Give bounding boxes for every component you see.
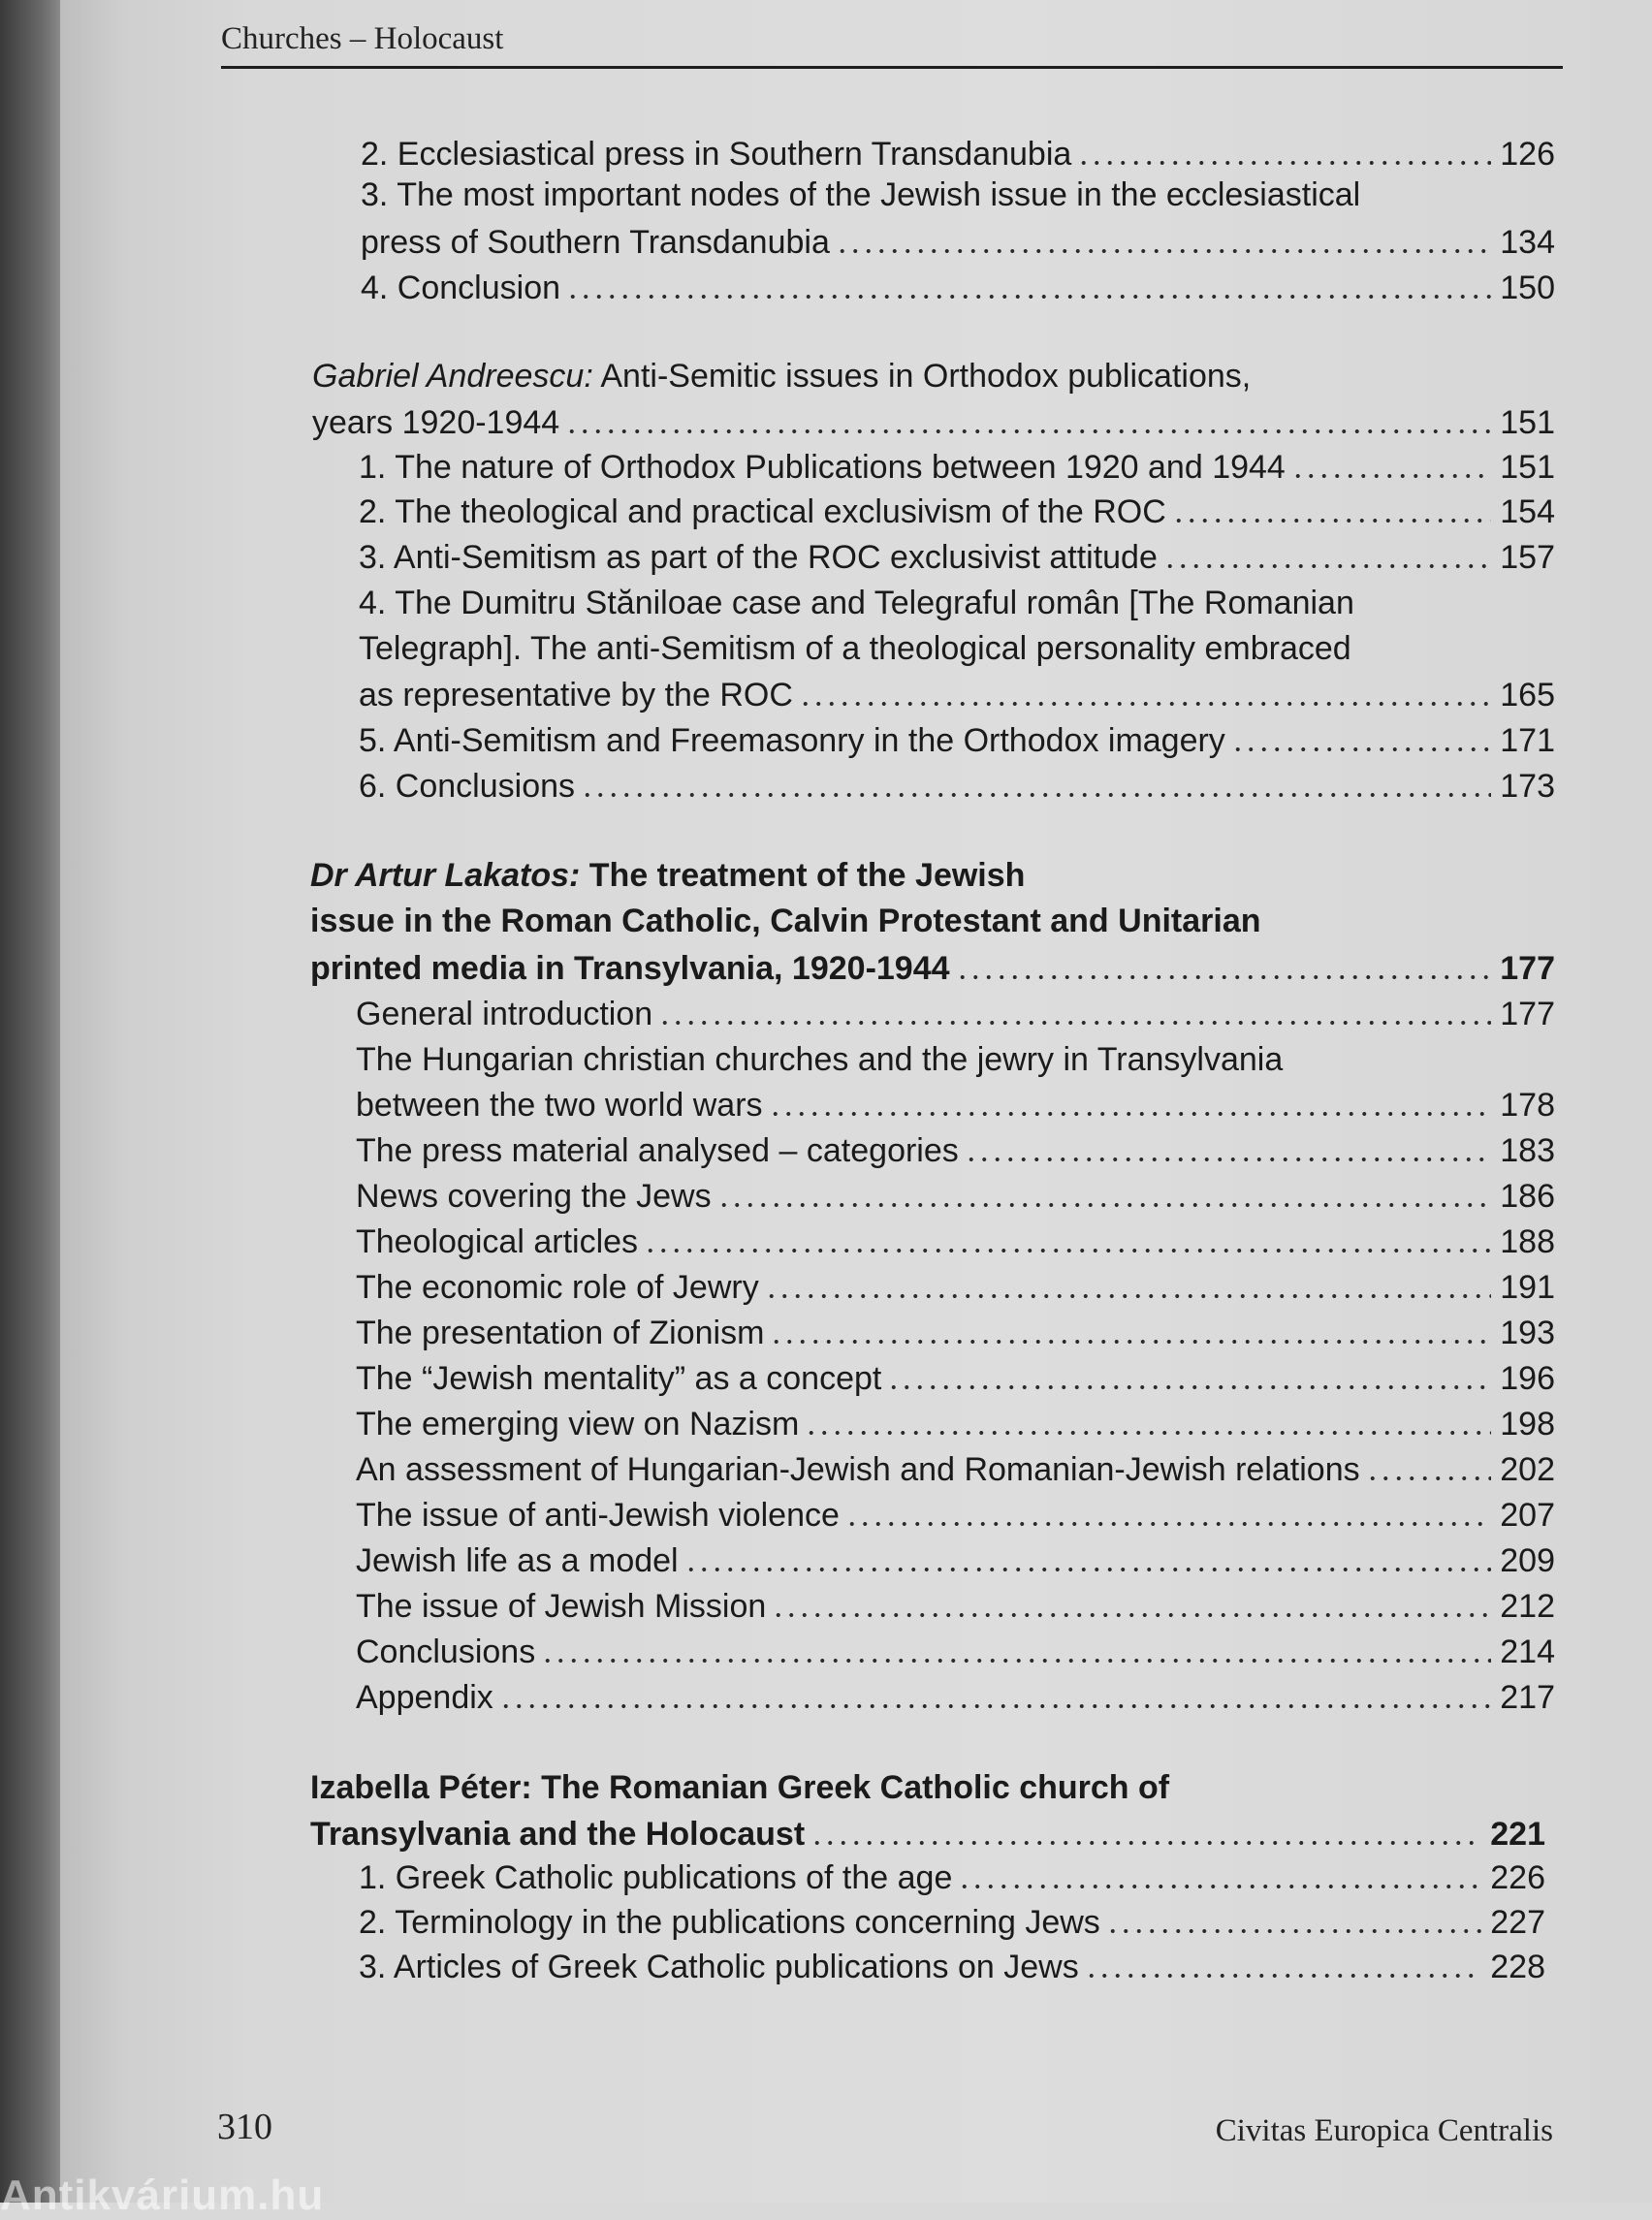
toc-entry-title: as representative by the ROC xyxy=(359,677,793,714)
leader-dots xyxy=(1366,1475,1491,1482)
leader-dots xyxy=(1106,1927,1481,1935)
toc-entry-title: 5. Anti-Semitism and Freemasonry in the Orthodox imagery xyxy=(359,722,1225,759)
chapter-page: 151 xyxy=(1500,404,1555,441)
header-rule xyxy=(221,66,1563,69)
toc-entry-page: 207 xyxy=(1500,1497,1555,1534)
page-number: 310 xyxy=(217,2107,272,2147)
toc-entry-title: Conclusions xyxy=(356,1633,536,1670)
toc-entry-title: Theological articles xyxy=(356,1223,639,1260)
toc-entry-page: 228 xyxy=(1490,1949,1545,1985)
chapter-page: 221 xyxy=(1490,1816,1545,1853)
leader-dots xyxy=(717,1201,1491,1209)
toc-entry-page: 209 xyxy=(1500,1542,1555,1579)
toc-entry-page: 183 xyxy=(1500,1132,1555,1169)
toc-entry-title: The press material analysed – categories xyxy=(356,1132,959,1169)
toc-entry xyxy=(356,1129,1555,1172)
toc-entry xyxy=(359,1856,1545,1899)
toc-entry xyxy=(356,1631,1555,1673)
toc-entry-page: 188 xyxy=(1500,1223,1555,1260)
chapter-heading-line xyxy=(310,854,1025,897)
toc-entry-title: An assessment of Hungarian-Jewish and Romanian-Jewish relations xyxy=(356,1451,1360,1488)
toc-entry xyxy=(356,1084,1555,1126)
toc-entry-title: The presentation of Zionism xyxy=(356,1315,765,1351)
toc-entry-title: General introduction xyxy=(356,996,653,1032)
toc-entry-page: 171 xyxy=(1500,722,1555,759)
toc-entry-title: 2. Ecclesiastical press in Southern Transdanubia xyxy=(361,136,1072,173)
toc-entry xyxy=(356,1312,1555,1354)
toc-entry-title: 3. Anti-Semitism as part of the ROC exclusivist attitude xyxy=(359,539,1158,576)
leader-dots xyxy=(581,791,1491,799)
toc-entry-title: 3. Articles of Greek Catholic publications on Jews xyxy=(359,1949,1079,1985)
leader-dots xyxy=(684,1566,1491,1573)
leader-dots xyxy=(565,428,1491,435)
leader-dots xyxy=(1077,159,1491,167)
toc-entry-page: 198 xyxy=(1500,1406,1555,1443)
toc-entry-page: 202 xyxy=(1500,1451,1555,1488)
leader-dots xyxy=(644,1247,1491,1254)
toc-entry xyxy=(356,1221,1555,1263)
leader-dots xyxy=(1163,562,1491,570)
chapter-title: Anti-Semitic issues in Orthodox publications, xyxy=(592,358,1252,395)
leader-dots xyxy=(799,700,1491,708)
toc-entry-title: 6. Conclusions xyxy=(359,768,576,805)
toc-entry xyxy=(356,1266,1555,1309)
toc-entry-title: 2. The theological and practical exclusivism of the ROC xyxy=(359,493,1166,530)
toc-entry-title: Jewish life as a model xyxy=(356,1542,679,1579)
leader-dots xyxy=(958,1883,1481,1890)
toc-entry-title: Appendix xyxy=(356,1679,493,1716)
toc-entry-page: 173 xyxy=(1500,768,1555,805)
toc-entry xyxy=(356,1403,1555,1445)
toc-entry-title-line: The Hungarian christian churches and the jewry in Transylvania xyxy=(356,1041,1284,1078)
toc-entry-page: 193 xyxy=(1500,1315,1555,1351)
toc-entry-page: 227 xyxy=(1490,1904,1545,1941)
leader-dots xyxy=(956,973,1491,981)
leader-dots xyxy=(965,1156,1491,1163)
toc-entry xyxy=(356,1357,1555,1400)
toc-entry-page: 186 xyxy=(1500,1178,1555,1215)
toc-entry-page: 154 xyxy=(1500,493,1555,530)
chapter-heading-line: Izabella Péter: The Romanian Greek Catholic church of xyxy=(310,1769,1170,1806)
toc-entry-page: 196 xyxy=(1500,1360,1555,1397)
toc-entry xyxy=(359,536,1555,579)
toc-entry xyxy=(356,1448,1555,1491)
toc-entry-page: 134 xyxy=(1500,224,1555,261)
watermark: Antikvárium.hu xyxy=(0,2172,325,2219)
chapter-entry xyxy=(312,401,1555,444)
chapter-entry xyxy=(310,1813,1545,1855)
toc-entry-title: The economic role of Jewry xyxy=(356,1269,759,1306)
toc-entry-title: The “Jewish mentality” as a concept xyxy=(356,1360,882,1397)
toc-entry xyxy=(356,1585,1555,1628)
leader-dots xyxy=(541,1657,1491,1665)
toc-entry-title: The issue of anti-Jewish violence xyxy=(356,1497,840,1534)
toc-entry-title: 1. Greek Catholic publications of the age xyxy=(359,1859,953,1896)
toc-entry xyxy=(359,765,1555,808)
toc-entry xyxy=(361,133,1555,175)
toc-entry-title-line: 4. The Dumitru Stăniloae case and Telegraful român [The Romanian xyxy=(359,585,1354,621)
toc-entry xyxy=(356,1494,1555,1537)
toc-entry xyxy=(359,674,1555,716)
toc-entry xyxy=(356,1676,1555,1719)
toc-entry-page: 212 xyxy=(1500,1588,1555,1625)
toc-entry xyxy=(359,719,1555,762)
toc-entry-page: 177 xyxy=(1500,996,1555,1032)
leader-dots xyxy=(499,1702,1491,1710)
toc-entry xyxy=(359,1901,1545,1944)
leader-dots xyxy=(1231,745,1491,753)
toc-entry xyxy=(359,1946,1545,1988)
leader-dots xyxy=(845,1520,1491,1528)
toc-entry-page: 150 xyxy=(1500,270,1555,306)
leader-dots xyxy=(1291,472,1491,480)
toc-entry-title: News covering the Jews xyxy=(356,1178,712,1215)
chapter-heading-line: issue in the Roman Catholic, Calvin Protestant and Unitarian xyxy=(310,903,1261,939)
toc-entry-page: 214 xyxy=(1500,1633,1555,1670)
toc-entry xyxy=(361,267,1555,309)
leader-dots xyxy=(769,1110,1491,1118)
leader-dots xyxy=(810,1839,1481,1847)
chapter-page: 177 xyxy=(1500,950,1555,987)
toc-entry-title: 1. The nature of Orthodox Publications between 1920 and 1944 xyxy=(359,449,1286,486)
toc-entry-title: between the two world wars xyxy=(356,1087,763,1124)
leader-dots xyxy=(805,1429,1491,1437)
leader-dots xyxy=(887,1383,1491,1391)
toc-entry-page: 226 xyxy=(1490,1859,1545,1896)
leader-dots xyxy=(836,247,1491,255)
toc-entry-title: The issue of Jewish Mission xyxy=(356,1588,767,1625)
toc-entry-title: 2. Terminology in the publications concerning Jews xyxy=(359,1904,1100,1941)
leader-dots xyxy=(772,1611,1491,1619)
book-spine-shadow xyxy=(0,0,60,2203)
toc-entry-page: 191 xyxy=(1500,1269,1555,1306)
toc-entry-page: 151 xyxy=(1500,449,1555,486)
chapter-author: Gabriel Andreescu: xyxy=(312,358,593,395)
leader-dots xyxy=(1172,517,1491,524)
toc-entry-page: 126 xyxy=(1500,136,1555,173)
toc-entry xyxy=(356,1539,1555,1582)
series-title: Civitas Europica Centralis xyxy=(1215,2113,1553,2148)
toc-entry-title: press of Southern Transdanubia xyxy=(361,224,830,261)
leader-dots xyxy=(658,1019,1491,1027)
toc-entry xyxy=(361,221,1555,264)
chapter-title: printed media in Transylvania, 1920-1944 xyxy=(310,950,950,987)
toc-entry xyxy=(356,1175,1555,1218)
toc-entry-page: 165 xyxy=(1500,677,1555,714)
chapter-title: The treatment of the Jewish xyxy=(580,857,1026,894)
toc-entry-page: 157 xyxy=(1500,539,1555,576)
chapter-entry xyxy=(310,947,1555,990)
toc-entry xyxy=(359,491,1555,533)
toc-entry-title-line: Telegraph]. The anti-Semitism of a theological personality embraced xyxy=(359,630,1351,667)
toc-entry xyxy=(359,446,1555,489)
leader-dots xyxy=(765,1292,1491,1300)
toc-entry-title: 4. Conclusion xyxy=(361,270,561,306)
toc-entry-page: 178 xyxy=(1500,1087,1555,1124)
leader-dots xyxy=(1085,1972,1481,1980)
toc-entry-title: The emerging view on Nazism xyxy=(356,1406,800,1443)
chapter-title: years 1920-1944 xyxy=(312,404,560,441)
chapter-heading-line xyxy=(312,355,1251,397)
chapter-title: Transylvania and the Holocaust xyxy=(310,1816,806,1853)
leader-dots xyxy=(770,1338,1491,1346)
toc-entry xyxy=(356,993,1555,1035)
running-head: Churches – Holocaust xyxy=(221,21,504,56)
chapter-author: Dr Artur Lakatos: xyxy=(310,857,581,894)
toc-entry-title-line: 3. The most important nodes of the Jewish issue in the ecclesiastical xyxy=(361,176,1361,213)
toc-entry-page: 217 xyxy=(1500,1679,1555,1716)
leader-dots xyxy=(566,293,1491,301)
